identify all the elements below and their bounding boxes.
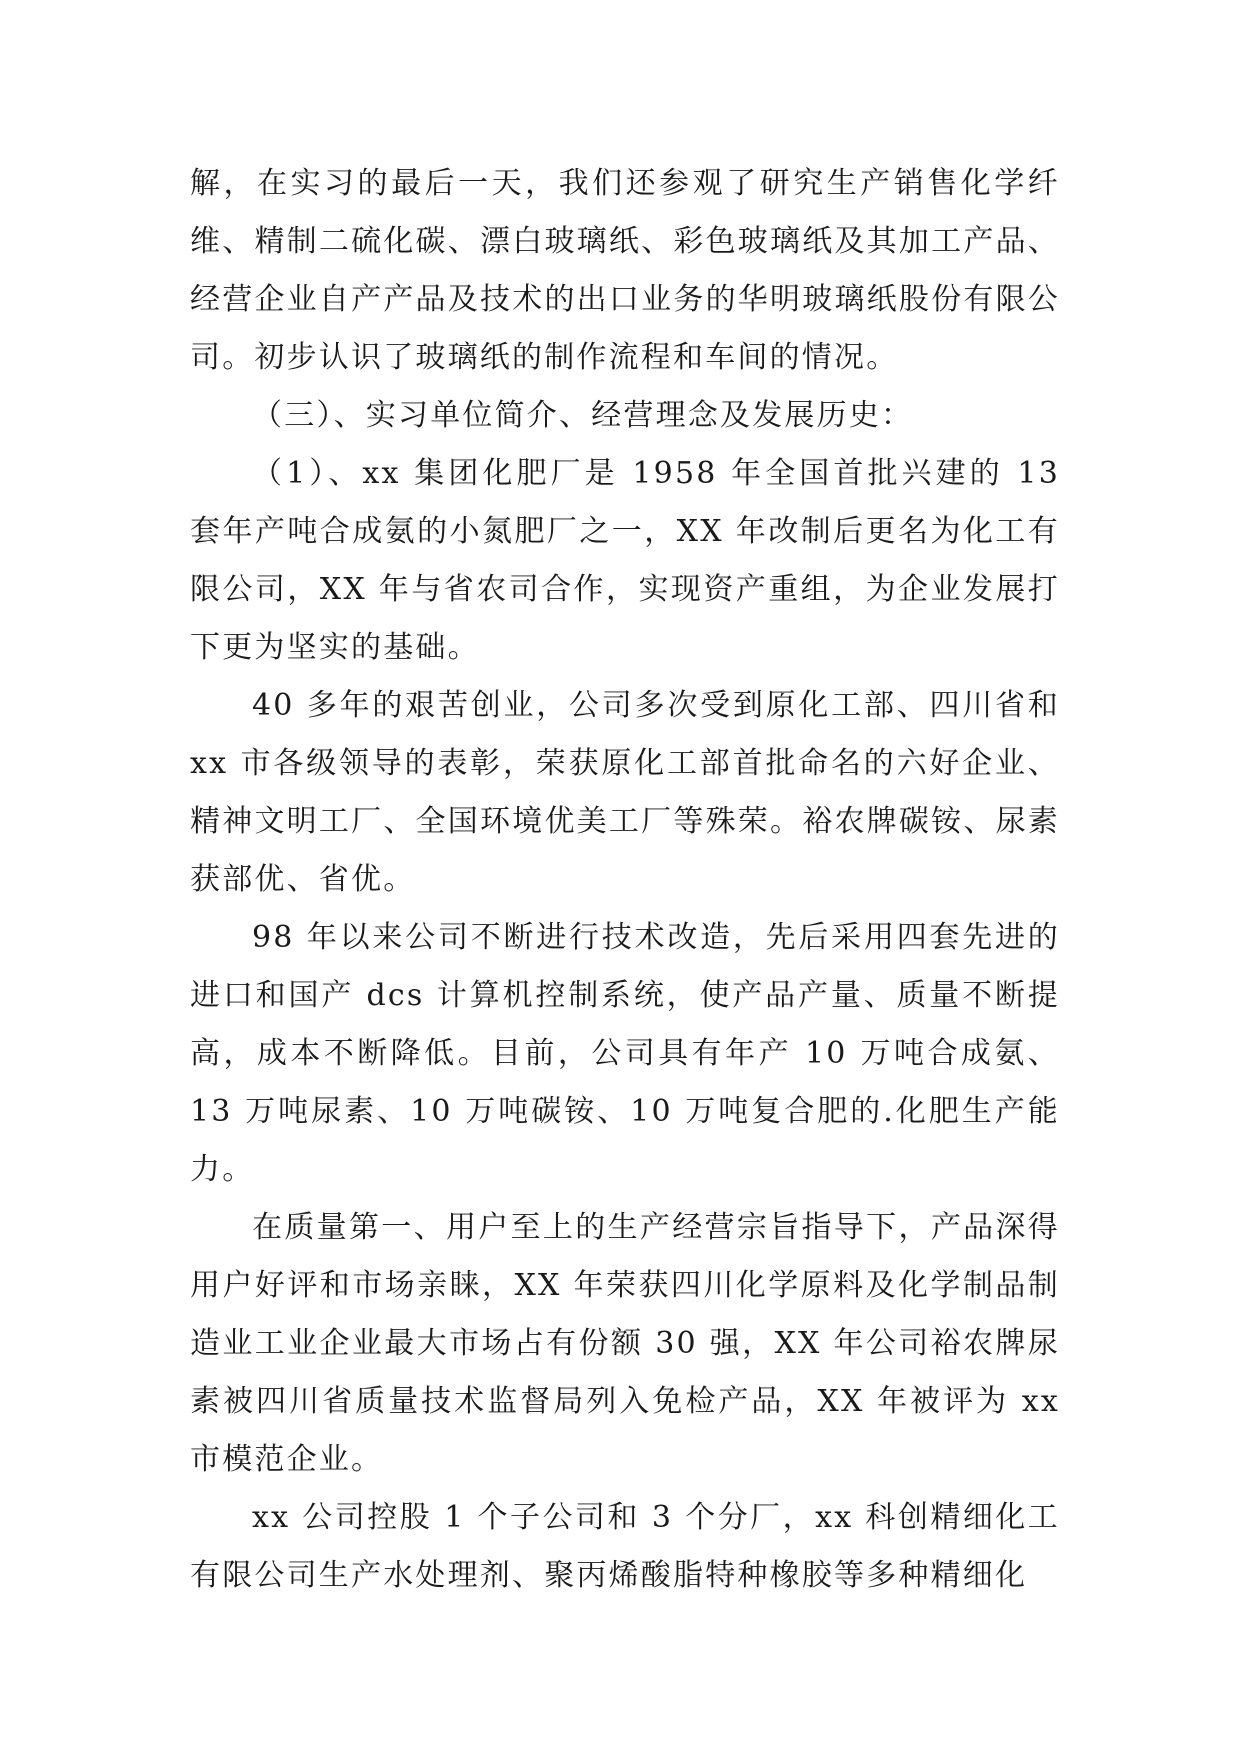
paragraph-company-intro: （1）、xx 集团化肥厂是 1958 年全国首批兴建的 13 套年产吨合成氨的小氮肥厂之一，XX 年改制后更名为化工有限公司，XX 年与省农司合作，实现资产重组，为企业发展打下更为坚实的基础。: [190, 456, 1060, 665]
paragraph-technology: 98 年以来公司不断进行技术改造，先后采用四套先进的进口和国产 dcs 计算机控制系统，使产品产量、质量不断提高，成本不断降低。目前，公司具有年产 10 万吨合成氨、13 万吨尿素、10 万吨碳铵、10 万吨复合肥的.化肥生产能力。: [190, 920, 1060, 1187]
paragraph-subsidiaries: xx 公司控股 1 个子公司和 3 个分厂，xx 科创精细化工有限公司生产水处理剂、聚丙烯酸脂特种橡胶等多种精细化: [190, 1500, 1060, 1593]
document-body: [190, 155, 1060, 1605]
section-heading: （三）、实习单位简介、经营理念及发展历史：: [252, 398, 914, 433]
paragraph-quality: 在质量第一、用户至上的生产经营宗旨指导下，产品深得用户好评和市场亲睐，XX 年荣获四川化学原料及化学制品制造业工业企业最大市场占有份额 30 强，XX 年公司裕农牌尿素被四川省质量技术监督局列入免检产品，XX 年被评为 xx 市模范企业。: [190, 1210, 1060, 1477]
paragraph-continuation: 解，在实习的最后一天，我们还参观了研究生产销售化学纤维、精制二硫化碳、漂白玻璃纸、彩色玻璃纸及其加工产品、经营企业自产产品及技术的出口业务的华明玻璃纸股份有限公司。初步认识了玻璃纸的制作流程和车间的情况。: [190, 166, 1060, 375]
paragraph-honors: 40 多年的艰苦创业，公司多次受到原化工部、四川省和 xx 市各级领导的表彰，荣获原化工部首批命名的六好企业、精神文明工厂、全国环境优美工厂等殊荣。裕农牌碳铵、尿素获部优、省优。: [190, 688, 1060, 897]
